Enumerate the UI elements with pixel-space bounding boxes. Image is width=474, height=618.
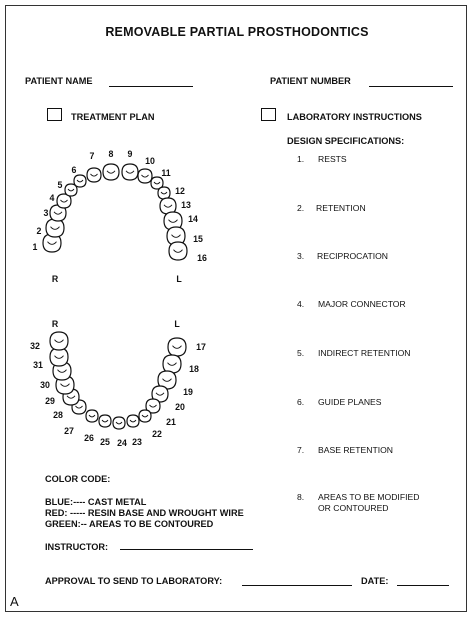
tooth-number: 24 <box>117 438 127 448</box>
tooth[interactable] <box>87 151 101 182</box>
tooth-number: 14 <box>188 214 198 224</box>
tooth-outline <box>99 415 111 427</box>
upper-arch <box>33 149 207 263</box>
color-code-heading: COLOR CODE: <box>45 474 111 484</box>
tooth-number: 16 <box>197 253 207 263</box>
tooth-outline <box>50 332 68 350</box>
spec-number: 5. <box>297 348 305 358</box>
design-specs-heading: DESIGN SPECIFICATIONS: <box>287 136 405 146</box>
patient-number-label: PATIENT NUMBER <box>270 76 351 86</box>
arch-labels <box>52 274 182 329</box>
color-code-blue: BLUE:---- CAST METAL <box>45 497 147 507</box>
approval-field[interactable] <box>242 585 352 586</box>
tooth-outline <box>168 338 186 356</box>
tooth-number: 21 <box>166 417 176 427</box>
tooth[interactable] <box>64 400 86 436</box>
tooth-number: 8 <box>108 149 114 159</box>
tooth-outline <box>122 164 138 180</box>
tooth-number: 22 <box>152 429 162 439</box>
tooth-outline <box>74 175 86 187</box>
tooth-number: 17 <box>196 342 206 352</box>
tooth-outline <box>103 164 119 180</box>
page-title: REMOVABLE PARTIAL PROSTHODONTICS <box>105 25 369 39</box>
spec-areas-contoured: OR CONTOURED <box>318 503 389 513</box>
spec-indirect-retention: INDIRECT RETENTION <box>318 348 411 358</box>
tooth-number: 29 <box>45 396 55 406</box>
color-code-green: GREEN:-- AREAS TO BE CONTOURED <box>45 519 214 529</box>
tooth-number: 28 <box>53 410 63 420</box>
color-code-red: RED: ----- RESIN BASE AND WROUGHT WIRE <box>45 508 244 518</box>
tooth-number: 20 <box>175 402 185 412</box>
tooth-number: 31 <box>33 360 43 370</box>
date-label: DATE: <box>361 576 389 586</box>
spec-major-connector: MAJOR CONNECTOR <box>318 299 406 309</box>
tooth-number: 25 <box>100 437 110 447</box>
tooth[interactable] <box>72 165 86 187</box>
tooth-outline <box>86 410 98 422</box>
spec-areas-modified: AREAS TO BE MODIFIED <box>318 492 420 502</box>
tooth-number: 13 <box>181 200 191 210</box>
tooth[interactable] <box>113 417 127 448</box>
tooth-number: 1 <box>32 242 38 252</box>
tooth-number: 26 <box>84 433 94 443</box>
tooth-number: 15 <box>193 234 203 244</box>
tooth-number: 18 <box>189 364 199 374</box>
tooth-number: 19 <box>183 387 193 397</box>
tooth-outline <box>127 415 139 427</box>
tooth[interactable] <box>37 219 64 237</box>
tooth-outline <box>113 417 125 429</box>
tooth-number: 10 <box>145 156 155 166</box>
tooth[interactable] <box>167 227 203 245</box>
lower-left-label: L <box>174 319 180 329</box>
tooth-outline <box>158 187 170 199</box>
approval-label: APPROVAL TO SEND TO LABORATORY: <box>45 576 223 586</box>
tooth-number: 6 <box>71 165 77 175</box>
spec-number: 7. <box>297 445 305 455</box>
tooth-number: 27 <box>64 426 74 436</box>
upper-left-label: L <box>176 274 182 284</box>
tooth-number: 4 <box>49 193 55 203</box>
tooth-number: 12 <box>175 186 185 196</box>
tooth[interactable] <box>84 410 98 443</box>
tooth-outline <box>138 169 152 183</box>
tooth-number: 3 <box>43 208 49 218</box>
tooth-number: 7 <box>89 151 95 161</box>
spec-rests: RESTS <box>318 154 347 164</box>
upper-right-label: R <box>51 274 59 284</box>
lab-instructions-label: LABORATORY INSTRUCTIONS <box>287 112 422 122</box>
tooth-number: 9 <box>127 149 133 159</box>
lower-arch <box>30 332 206 448</box>
patient-name-label: PATIENT NAME <box>25 76 93 86</box>
tooth[interactable] <box>122 149 138 180</box>
instructor-field[interactable] <box>120 549 253 550</box>
tooth[interactable] <box>99 415 111 447</box>
tooth-number: 5 <box>57 180 63 190</box>
tooth-number: 11 <box>161 168 171 178</box>
lower-right-label: R <box>51 319 59 329</box>
spec-number: 4. <box>297 299 305 309</box>
spec-number: 6. <box>297 397 305 407</box>
tooth-number: 23 <box>132 437 142 447</box>
tooth-outline <box>87 168 101 182</box>
tooth-outline <box>163 355 181 373</box>
tooth[interactable] <box>103 149 119 180</box>
figure-letter: A <box>10 594 19 609</box>
tooth[interactable] <box>164 212 198 230</box>
tooth[interactable] <box>151 168 171 189</box>
spec-reciprocation: RECIPROCATION <box>317 251 388 261</box>
tooth[interactable] <box>139 410 162 439</box>
tooth[interactable] <box>158 186 185 199</box>
treatment-plan-label: TREATMENT PLAN <box>71 112 155 122</box>
tooth-outline <box>50 348 68 366</box>
spec-number: 8. <box>297 492 305 502</box>
spec-number: 3. <box>297 251 305 261</box>
tooth-outline <box>139 410 151 422</box>
tooth[interactable] <box>30 332 68 351</box>
spec-guide-planes: GUIDE PLANES <box>318 397 382 407</box>
tooth-number: 2 <box>36 226 42 236</box>
tooth-outline <box>46 219 64 237</box>
spec-number: 2. <box>297 203 305 213</box>
tooth-number: 32 <box>30 341 40 351</box>
tooth-number: 30 <box>40 380 50 390</box>
tooth[interactable] <box>169 242 207 263</box>
spec-number: 1. <box>297 154 305 164</box>
tooth-outline <box>169 242 187 260</box>
spec-retention: RETENTION <box>316 203 366 213</box>
date-field[interactable] <box>397 585 449 586</box>
spec-base-retention: BASE RETENTION <box>318 445 393 455</box>
instructor-label: INSTRUCTOR: <box>45 542 109 552</box>
tooth[interactable] <box>168 338 206 356</box>
